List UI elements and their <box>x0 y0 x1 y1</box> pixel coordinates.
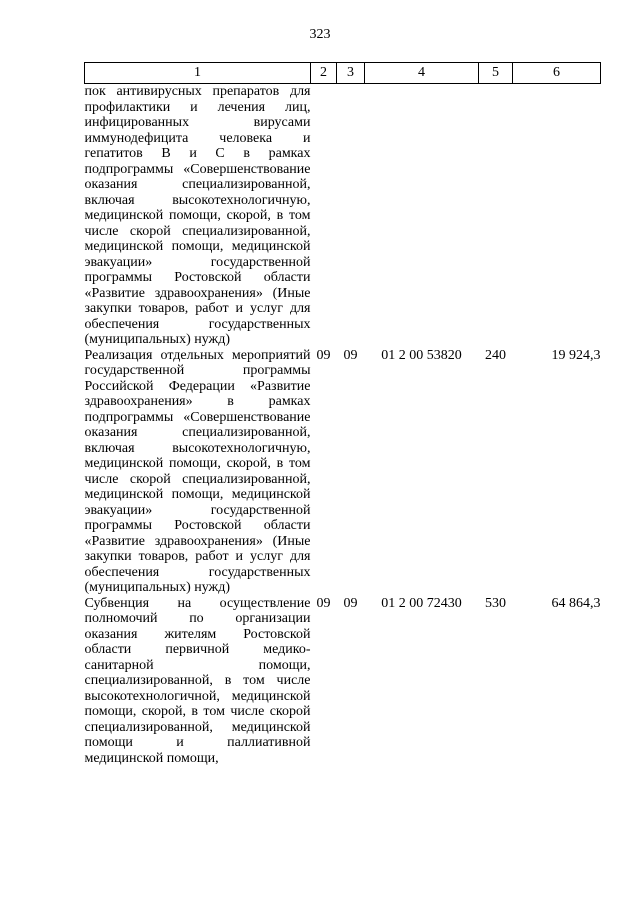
row-subsection: 09 <box>343 595 358 611</box>
row-target-article: 01 2 00 53820 <box>381 347 462 363</box>
row-description: Реализация отдельных мероприятий государственной программы Российской Федерации «Развитие здравоохранения» в рамках подпрограммы «Совершенствование оказания специализированной, включая высокотехнологичную, медицинской помощи, скорой, в том числе скорой специализированной, медицинской помощи, медицинской эвакуации» государственной программы Ростовской области «Развитие здравоохранения» (Иные закупки товаров, работ и услуг для обеспечения государственных (муниципальных) нужд) <box>84 347 311 595</box>
budget-table <box>84 62 601 766</box>
row-description: пок антивирусных препаратов для профилактики и лечения лиц, инфицированных вирусами иммунодефицита человека и гепатитов В и С в рамках подпрограммы «Совершенствование оказания специализированной, включая высокотехнологичную, медицинской помощи, скорой, в том числе скорой специализированной, медицинской помощи, медицинской эвакуации» государственной программы Ростовской области «Развитие здравоохранения» (Иные закупки товаров, работ и услуг для обеспечения государственных (муниципальных) нужд) <box>84 84 311 347</box>
column-header-4: 4 <box>365 63 479 84</box>
row-amount: 64 864,3 <box>551 595 601 611</box>
row-subsection: 09 <box>343 347 358 363</box>
table-row <box>85 596 601 767</box>
row-expense-type: 530 <box>485 595 506 611</box>
row-target-article <box>365 84 479 348</box>
column-header-2: 2 <box>311 63 337 84</box>
column-header-3: 3 <box>337 63 365 84</box>
row-expense-type <box>479 84 513 348</box>
column-header-6: 6 <box>513 63 601 84</box>
row-target-article: 01 2 00 72430 <box>381 595 462 611</box>
table-row <box>85 348 601 596</box>
column-header-5: 5 <box>479 63 513 84</box>
page-number: 323 <box>309 27 331 42</box>
row-subsection <box>337 84 365 348</box>
row-section: 09 <box>316 347 331 363</box>
table-row <box>85 84 601 348</box>
row-amount: 19 924,3 <box>551 347 601 363</box>
row-section <box>311 84 337 348</box>
row-amount <box>513 84 601 348</box>
table-header-row <box>85 63 601 84</box>
row-expense-type: 240 <box>485 347 506 363</box>
column-header-1: 1 <box>85 63 311 84</box>
row-description: Субвенция на осуществление полномочий по организации оказания жителям Ростовской области первичной медико-санитарной помощи, специализированной, в том числе высокотехнологичной, медицинской помощи, скорой, в том числе скорой специализированной, медицинской помощи и паллиативной медицинской помощи, <box>84 595 311 766</box>
row-section: 09 <box>316 595 331 611</box>
